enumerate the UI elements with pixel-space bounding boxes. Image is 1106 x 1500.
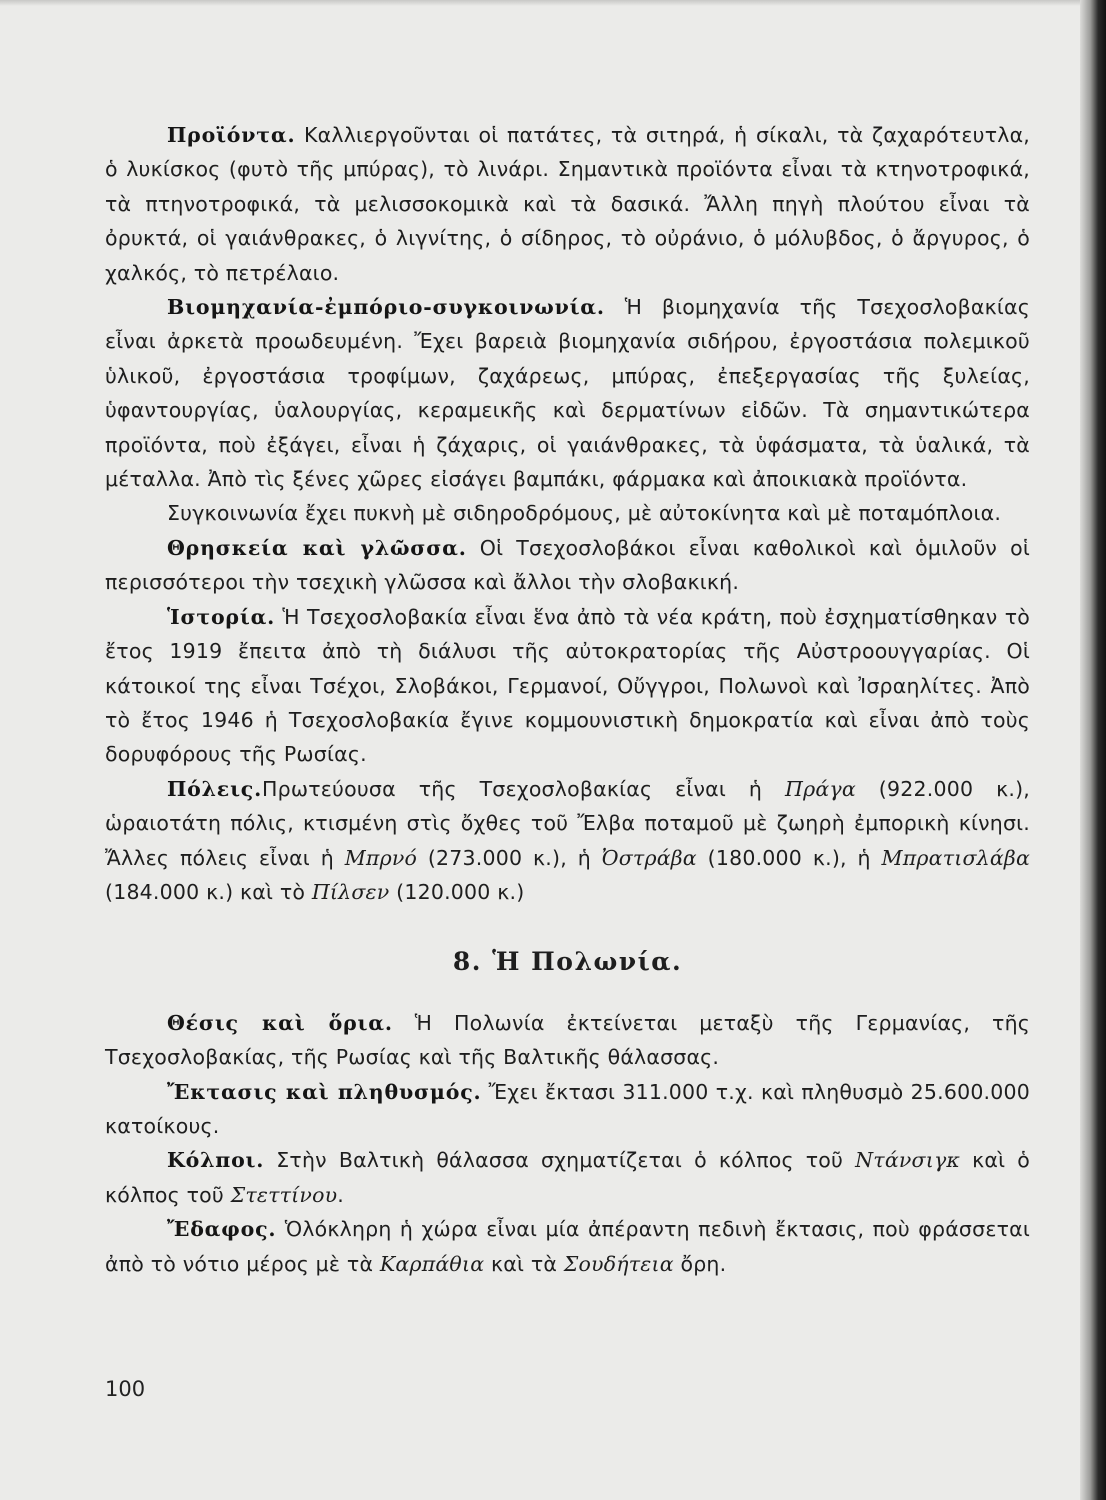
page-text xyxy=(105,118,1030,1281)
paragraph-history xyxy=(105,600,1030,772)
text-gulfs-3: . xyxy=(337,1182,344,1207)
text-cities-3: (273.000 κ.), ἡ xyxy=(417,845,602,870)
paragraph-cities xyxy=(105,772,1030,910)
paragraph-gulfs xyxy=(105,1143,1030,1212)
section-gap xyxy=(105,909,1030,937)
city-bratislava: Μπρατισλάβα xyxy=(881,845,1030,870)
text-cities-4: (180.000 κ.), ἡ xyxy=(696,845,882,870)
text-religion: Οἱ Τσεχοσλοβάκοι εἶναι καθολικοὶ καὶ ὁμιλοῦν οἱ περισσότεροι τὴν τσεχικὴ γλῶσσα καὶ ἄλλοι τὴν σλοβακική. xyxy=(105,535,1031,595)
heading-cities: Πόλεις. xyxy=(167,776,263,801)
text-industry: Ἡ βιομηχανία τῆς Τσεχοσλοβακίας εἶναι ἀρκετὰ προωδευμένη. Ἔχει βαρειὰ βιομηχανία σιδήρου, ἐργοστάσια πολεμικοῦ ὑλικοῦ, ἐργοστάσια τροφίμων, ζαχάρεως, μπύρας, ἐπεξεργασίας τῆς ξυλείας, ὑφαντουργίας, ὑαλουργίας, κεραμεικῆς καὶ δερματίνων εἰδῶν. Τὰ σημαντικώτερα προϊόντα, ποὺ ἐξάγει, εἶναι ἡ ζάχαρις, οἱ γαιάνθρακες, τὰ ὑφάσματα, τὰ ὑαλικά, τὰ μέταλλα. Ἀπὸ τὶς ξένες χῶρες εἰσάγει βαμπάκι, φάρμακα καὶ ἀποικιακὰ προϊόντα. xyxy=(105,295,1030,492)
scan-edge-right xyxy=(1080,0,1106,1500)
text-cities-2: (922.000 κ.), ὡραιοτάτη πόλις, κτισμένη στὶς ὄχθες τοῦ Ἔλβα ποταμοῦ μὲ ζωηρὴ ἐμπορικὴ κίνησι. Ἄλλες πόλεις εἶναι ἡ xyxy=(105,776,1031,870)
heading-area: Ἔκτασις καὶ πληθυσμός. xyxy=(167,1079,482,1104)
text-transport: Συγκοινωνία ἔχει πυκνὴ μὲ σιδηροδρόμους, μὲ αὐτοκίνητα καὶ μὲ ποταμόπλοια. xyxy=(167,501,1002,526)
heading-position: Θέσις καὶ ὅρια. xyxy=(167,1010,393,1035)
mountains-sudetes: Σουδήτεια xyxy=(563,1251,674,1276)
heading-terrain: Ἔδαφος. xyxy=(167,1217,277,1242)
text-gulfs-1: Στὴν Βαλτικὴ θάλασσα σχηματίζεται ὁ κόλπος τοῦ xyxy=(276,1148,856,1173)
text-cities-5: (184.000 κ.) καὶ τὸ xyxy=(105,879,312,904)
text-history: Ἡ Τσεχοσλοβακία εἶναι ἕνα ἀπὸ τὰ νέα κράτη, ποὺ ἐσχηματίσθηκαν τὸ ἔτος 1919 ἔπειτα ἀπὸ τὴ διάλυσι τῆς αὐτοκρατορίας τῆς Αὐστροουγγαρίας. Οἱ κάτοικοί της εἶναι Τσέχοι, Σλοβάκοι, Γερμανοί, Οὔγγροι, Πολωνοὶ καὶ Ἰσραηλίτες. Ἀπὸ τὸ ἔτος 1946 ἡ Τσεχοσλοβακία ἔγινε κομμουνιστικὴ δημοκρατία καὶ εἶναι ἀπὸ τοὺς δορυφόρους τῆς Ρωσίας. xyxy=(105,604,1031,767)
heading-industry: Βιομηχανία-ἐμπόριο-συγκοινωνία. xyxy=(167,295,605,320)
city-pilsen: Πίλσεν xyxy=(311,879,390,904)
heading-products: Προϊόντα. xyxy=(167,123,296,147)
scan-edge-top xyxy=(0,0,1106,6)
gulf-danzig: Ντάνσιγκ xyxy=(855,1148,961,1173)
heading-religion: Θρησκεία καὶ γλῶσσα. xyxy=(167,535,467,560)
heading-history: Ἱστορία. xyxy=(167,604,276,629)
page-number: 100 xyxy=(105,1377,146,1401)
city-prague: Πράγα xyxy=(785,776,856,801)
paragraph-religion xyxy=(105,531,1030,600)
paragraph-area xyxy=(105,1075,1030,1144)
paragraph-position xyxy=(105,1006,1030,1075)
paragraph-transport xyxy=(105,496,1030,530)
text-terrain-3: ὄρη. xyxy=(673,1251,727,1276)
text-terrain-2: καὶ τὰ xyxy=(484,1251,564,1276)
section-title-poland: 8. Ἡ Πολωνία. xyxy=(452,947,683,977)
city-brno: Μπρνό xyxy=(344,845,418,870)
text-terrain-1: Ὁλόκληρη ἡ χώρα εἶναι μία ἀπέραντη πεδινὴ ἔκτασις, ποὺ φράσσεται ἀπὸ τὸ νότιο μέρος μὲ τὰ xyxy=(105,1217,1030,1276)
heading-gulfs: Κόλποι. xyxy=(167,1148,265,1173)
text-cities-1: Πρωτεύουσα τῆς Τσεχοσλοβακίας εἶναι ἡ xyxy=(262,776,786,801)
city-ostrava: Ὀστράβα xyxy=(601,845,697,870)
text-area: Ἔχει ἔκτασι 311.000 τ.χ. καὶ πληθυσμὸ 25.600.000 κατοίκους. xyxy=(105,1079,1031,1138)
paragraph-products xyxy=(105,118,1030,290)
text-cities-6: (120.000 κ.) xyxy=(389,879,525,904)
mountains-carpathians: Καρπάθια xyxy=(379,1251,485,1276)
text-products: Καλλιεργοῦνται οἱ πατάτες, τὰ σιτηρά, ἡ σίκαλι, τὰ ζαχαρότευτλα, ὁ λυκίσκος (φυτὸ τῆς μπύρας), τὸ λινάρι. Σημαντικὰ προϊόντα εἶναι τὰ κτηνοτροφικά, τὰ πτηνοτροφικά, τὰ μελισσοκομικὰ καὶ τὰ δασικά. Ἄλλη πηγὴ πλούτου εἶναι τὰ ὀρυκτά, οἱ γαιάνθρακες, ὁ λιγνίτης, ὁ σίδηρος, τὸ οὐράνιο, ὁ μόλυβδος, ὁ ἄργυρος, ὁ χαλκός, τὸ πετρέλαιο. xyxy=(105,123,1030,285)
paragraph-industry xyxy=(105,290,1030,496)
text-position: Ἡ Πολωνία ἐκτείνεται μεταξὺ τῆς Γερμανίας, τῆς Τσεχοσλοβακίας, τῆς Ρωσίας καὶ τῆς Βαλτικῆς θάλασσας. xyxy=(105,1010,1031,1070)
paragraph-terrain xyxy=(105,1212,1030,1281)
gulf-stettin: Στεττίνου xyxy=(230,1182,338,1207)
text-gulfs-2: καὶ ὁ κόλπος τοῦ xyxy=(105,1148,1031,1207)
